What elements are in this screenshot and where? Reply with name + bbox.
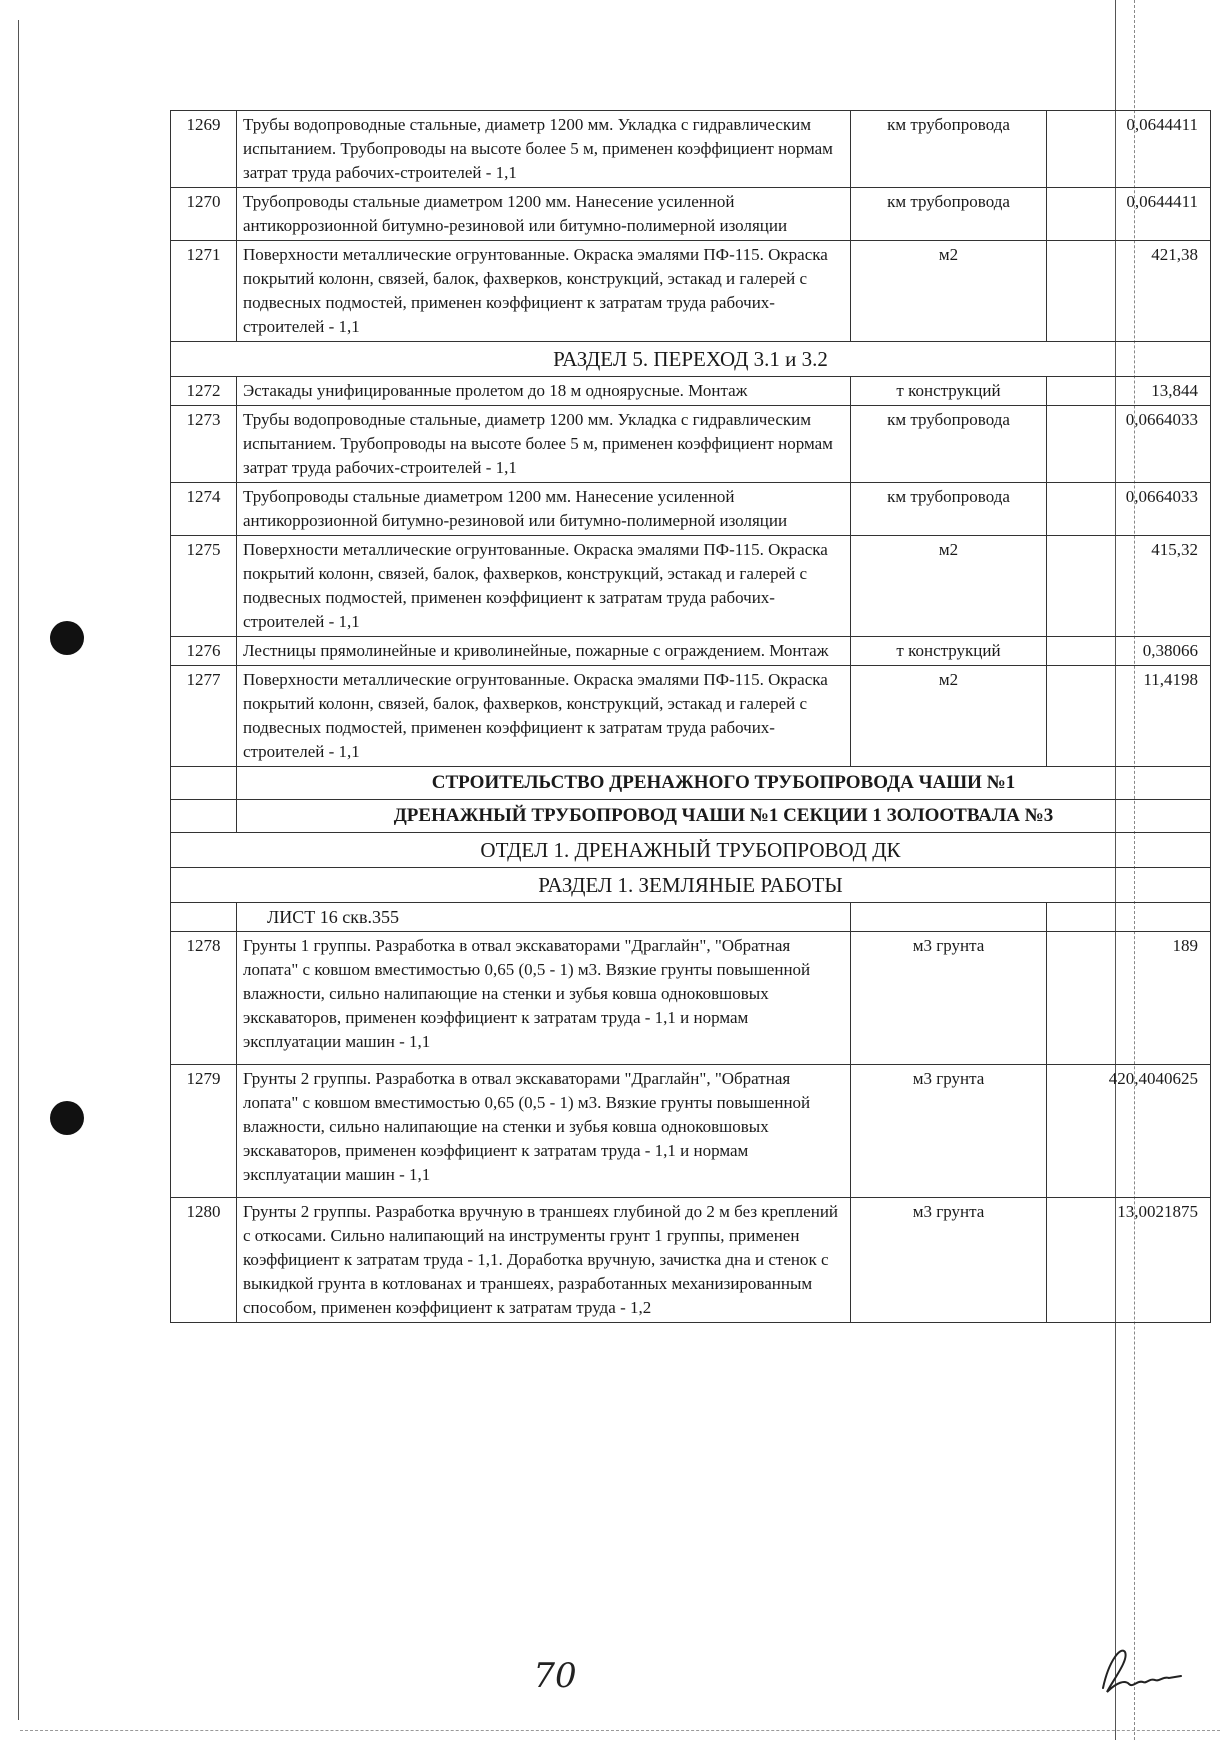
row-number: 1275 bbox=[171, 536, 237, 637]
sheet-label-row bbox=[171, 903, 1211, 932]
left-margin-line bbox=[18, 20, 19, 1720]
table-row bbox=[171, 377, 1211, 406]
empty-cell bbox=[1047, 903, 1211, 932]
row-number: 1272 bbox=[171, 377, 237, 406]
page-number: 70 bbox=[533, 1656, 577, 1696]
rows-mid bbox=[171, 377, 1211, 767]
row-quantity: 13,0021875 bbox=[1047, 1198, 1211, 1323]
row-unit: м2 bbox=[851, 241, 1047, 342]
row-description: Поверхности металлические огрунтованные. Окраска эмалями ПФ-115. Окраска покрытий колонн, связей, балок, фахверков, конструкций, эстакад и галерей с подвесных подмостей, применен коэффициент к затратам труда рабочих-строителей - 1,1 bbox=[237, 241, 851, 342]
row-unit: м3 грунта bbox=[851, 1198, 1047, 1323]
row-number: 1280 bbox=[171, 1198, 237, 1323]
project-header-2: ДРЕНАЖНЫЙ ТРУБОПРОВОД ЧАШИ №1 СЕКЦИИ 1 ЗОЛООТВАЛА №3 bbox=[237, 800, 1211, 833]
punch-hole-top bbox=[50, 621, 84, 655]
row-unit: т конструкций bbox=[851, 377, 1047, 406]
row-description: Трубопроводы стальные диаметром 1200 мм. Нанесение усиленной антикоррозионной битумно-резиновой или битумно-полимерной изоляции bbox=[237, 188, 851, 241]
row-unit: км трубопровода bbox=[851, 188, 1047, 241]
row-number: 1278 bbox=[171, 932, 237, 1065]
row-unit: км трубопровода bbox=[851, 111, 1047, 188]
row-description: Грунты 1 группы. Разработка в отвал экскаваторами "Драглайн", "Обратная лопата" с ковшом вместимостью 0,65 (0,5 - 1) м3. Вязкие грунты повышенной влажности, сильно налипающие на стенки и зубья ковша одноковшовых экскаваторов, применен коэффициент к затратам труда - 1,1 и нормам эксплуатации машин - 1,1 bbox=[237, 932, 851, 1065]
table-row bbox=[171, 1198, 1211, 1323]
header-row bbox=[171, 800, 1211, 833]
rows-bottom bbox=[171, 932, 1211, 1323]
row-unit: м3 грунта bbox=[851, 932, 1047, 1065]
row-quantity: 415,32 bbox=[1047, 536, 1211, 637]
empty-cell bbox=[171, 767, 237, 800]
row-description: Грунты 2 группы. Разработка вручную в траншеях глубиной до 2 м без креплений с откосами. Сильно налипающий на инструменты грунт 1 группы, применен коэффициент к затратам труда - 1,1. Доработка вручную, зачистка дна и стенок с выкидкой грунта в котлованах и траншеях, разработанных механизированным способом, применен коэффициент к затратам труда - 1,2 bbox=[237, 1198, 851, 1323]
row-number: 1276 bbox=[171, 637, 237, 666]
row-quantity: 189 bbox=[1047, 932, 1211, 1065]
section-title: РАЗДЕЛ 5. ПЕРЕХОД 3.1 и 3.2 bbox=[171, 342, 1211, 377]
table-row bbox=[171, 241, 1211, 342]
section-5 bbox=[171, 342, 1211, 377]
handwritten-signature bbox=[1095, 1640, 1185, 1700]
row-unit: км трубопровода bbox=[851, 483, 1047, 536]
row-number: 1270 bbox=[171, 188, 237, 241]
row-quantity: 421,38 bbox=[1047, 241, 1211, 342]
row-number: 1274 bbox=[171, 483, 237, 536]
table-row bbox=[171, 637, 1211, 666]
row-quantity: 0,38066 bbox=[1047, 637, 1211, 666]
table-row bbox=[171, 1065, 1211, 1198]
empty-cell bbox=[851, 903, 1047, 932]
table-row bbox=[171, 932, 1211, 1065]
row-description: Трубы водопроводные стальные, диаметр 1200 мм. Укладка с гидравлическим испытанием. Трубопроводы на высоте более 5 м, применен коэффициент нормам затрат труда рабочих-строителей - 1,1 bbox=[237, 406, 851, 483]
table-row bbox=[171, 666, 1211, 767]
row-description: Эстакады унифицированные пролетом до 18 м одноярусные. Монтаж bbox=[237, 377, 851, 406]
project-header-1: СТРОИТЕЛЬСТВО ДРЕНАЖНОГО ТРУБОПРОВОДА ЧАШИ №1 bbox=[237, 767, 1211, 800]
row-quantity: 420,4040625 bbox=[1047, 1065, 1211, 1198]
otdel-title: ОТДЕЛ 1. ДРЕНАЖНЫЙ ТРУБОПРОВОД ДК bbox=[171, 833, 1211, 868]
row-unit: м2 bbox=[851, 536, 1047, 637]
row-number: 1269 bbox=[171, 111, 237, 188]
table-row bbox=[171, 111, 1211, 188]
section-row bbox=[171, 833, 1211, 868]
empty-cell bbox=[171, 800, 237, 833]
row-number: 1279 bbox=[171, 1065, 237, 1198]
row-quantity: 0,0644411 bbox=[1047, 188, 1211, 241]
row-quantity: 0,0664033 bbox=[1047, 483, 1211, 536]
row-description: Поверхности металлические огрунтованные. Окраска эмалями ПФ-115. Окраска покрытий колонн, связей, балок, фахверков, конструкций, эстакад и галерей с подвесных подмостей, применен коэффициент к затратам труда рабочих-строителей - 1,1 bbox=[237, 666, 851, 767]
row-unit: м2 bbox=[851, 666, 1047, 767]
row-number: 1277 bbox=[171, 666, 237, 767]
row-description: Трубы водопроводные стальные, диаметр 1200 мм. Укладка с гидравлическим испытанием. Трубопроводы на высоте более 5 м, применен коэффициент нормам затрат труда рабочих-строителей - 1,1 bbox=[237, 111, 851, 188]
row-description: Трубопроводы стальные диаметром 1200 мм. Нанесение усиленной антикоррозионной битумно-резиновой или битумно-полимерной изоляции bbox=[237, 483, 851, 536]
punch-hole-bottom bbox=[50, 1101, 84, 1135]
row-unit: м3 грунта bbox=[851, 1065, 1047, 1198]
row-unit: км трубопровода bbox=[851, 406, 1047, 483]
row-quantity: 0,0664033 bbox=[1047, 406, 1211, 483]
header-row bbox=[171, 767, 1211, 800]
section-row bbox=[171, 868, 1211, 903]
table-row bbox=[171, 188, 1211, 241]
row-quantity: 11,4198 bbox=[1047, 666, 1211, 767]
row-quantity: 0,0644411 bbox=[1047, 111, 1211, 188]
row-number: 1273 bbox=[171, 406, 237, 483]
row-number: 1271 bbox=[171, 241, 237, 342]
sheet-label: ЛИСТ 16 скв.355 bbox=[237, 903, 851, 932]
row-description: Поверхности металлические огрунтованные. Окраска эмалями ПФ-115. Окраска покрытий колонн, связей, балок, фахверков, конструкций, эстакад и галерей с подвесных подмостей, применен коэффициент к затратам труда рабочих-строителей - 1,1 bbox=[237, 536, 851, 637]
estimate-table bbox=[170, 110, 1211, 1323]
table-row bbox=[171, 483, 1211, 536]
row-description: Лестницы прямолинейные и криволинейные, пожарные с ограждением. Монтаж bbox=[237, 637, 851, 666]
empty-cell bbox=[171, 903, 237, 932]
section-row bbox=[171, 342, 1211, 377]
row-description: Грунты 2 группы. Разработка в отвал экскаваторами "Драглайн", "Обратная лопата" с ковшом вместимостью 0,65 (0,5 - 1) м3. Вязкие грунты повышенной влажности, сильно налипающие на стенки и зубья ковша одноковшовых экскаваторов, применен коэффициент к затратам труда - 1,1 и нормам эксплуатации машин - 1,1 bbox=[237, 1065, 851, 1198]
table-row bbox=[171, 406, 1211, 483]
table-row bbox=[171, 536, 1211, 637]
row-quantity: 13,844 bbox=[1047, 377, 1211, 406]
rows-top bbox=[171, 111, 1211, 342]
section-title: РАЗДЕЛ 1. ЗЕМЛЯНЫЕ РАБОТЫ bbox=[171, 868, 1211, 903]
row-unit: т конструкций bbox=[851, 637, 1047, 666]
project-headers bbox=[171, 767, 1211, 932]
bottom-dashed-line bbox=[20, 1730, 1220, 1731]
